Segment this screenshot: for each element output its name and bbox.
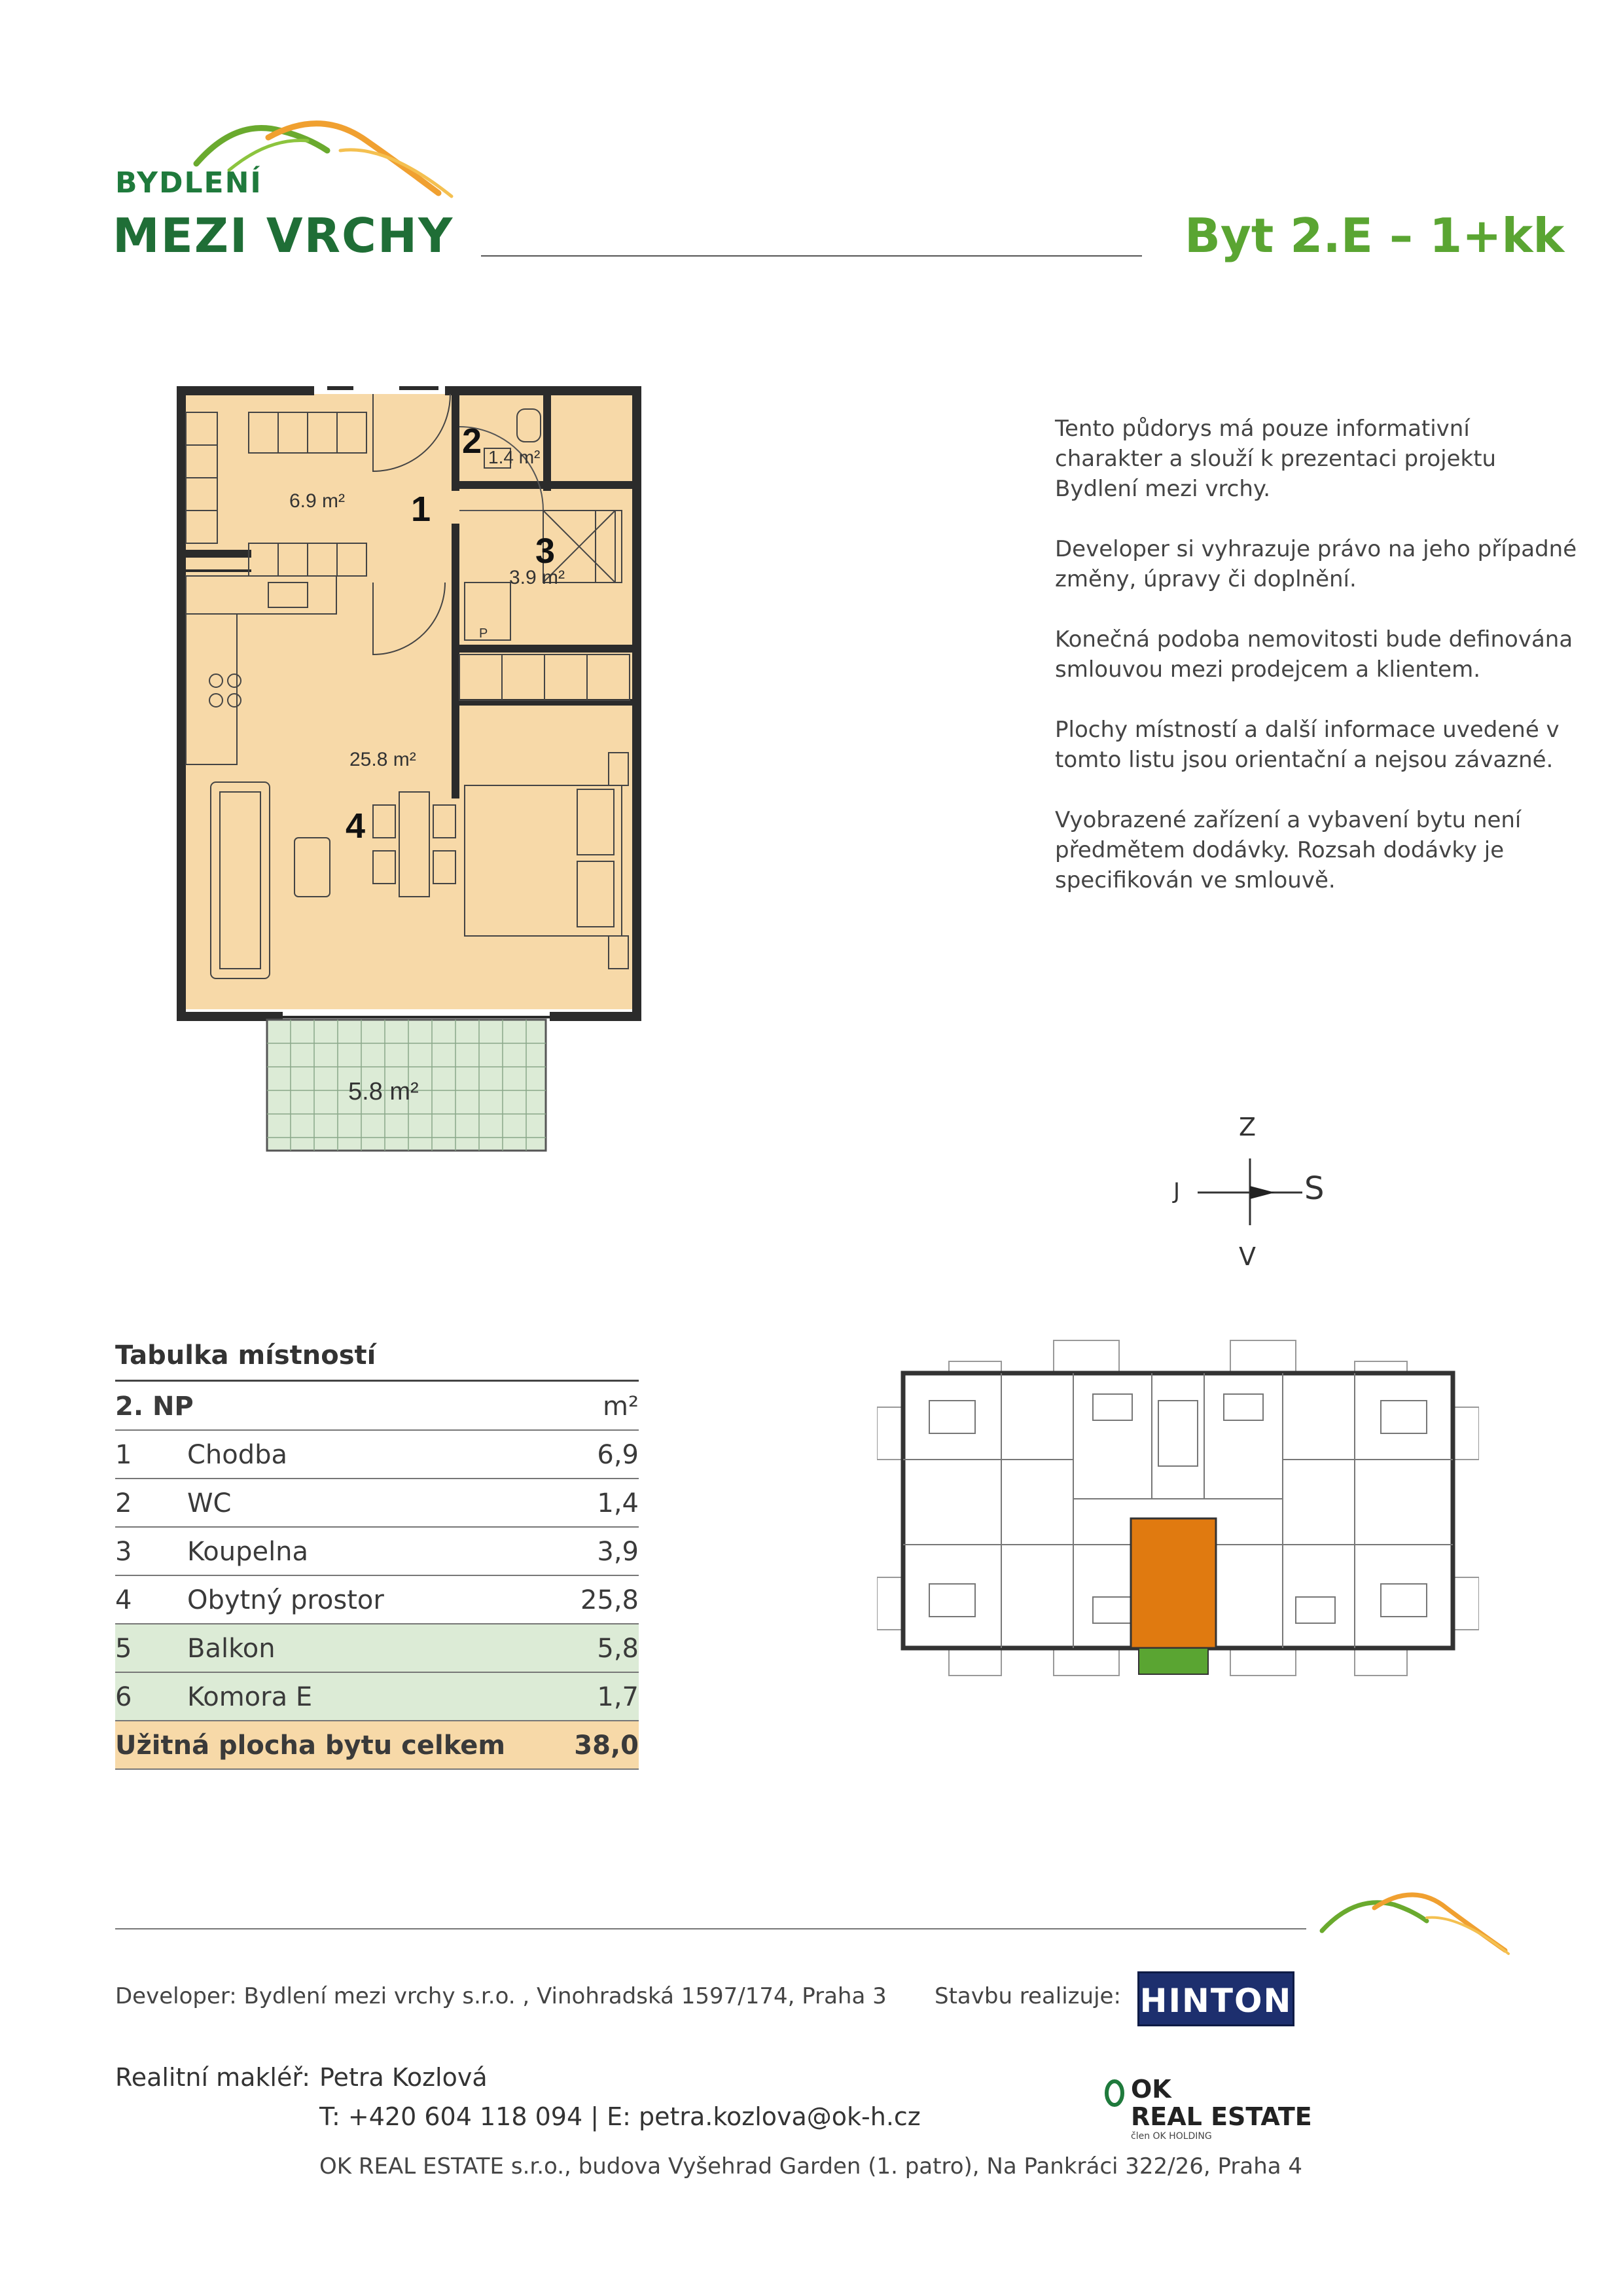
- disclaimer-paragraph: Plochy místností a další informace uvedené v tomto listu jsou orientační a nejsou závazné.: [1055, 717, 1560, 773]
- row-value: 1,4: [597, 1488, 639, 1518]
- table-header-row: [115, 1382, 639, 1431]
- row-number: 1: [115, 1440, 132, 1470]
- highlighted-balcony: [1139, 1648, 1208, 1674]
- room-1-number: 1: [411, 490, 431, 529]
- disclaimer-paragraph: Konečná podoba nemovitosti bude definována smlouvou mezi prodejcem a klientem.: [1055, 626, 1573, 683]
- room-4-number: 4: [346, 806, 366, 846]
- row-number: 2: [115, 1488, 132, 1518]
- balcony-area: 5.8 m²: [348, 1078, 419, 1105]
- header-divider: [481, 255, 1142, 257]
- room-4-area: 25.8 m²: [349, 749, 416, 770]
- row-name: Chodba: [187, 1440, 288, 1470]
- total-label: Užitná plocha bytu celkem: [115, 1731, 506, 1761]
- table-total-row: [115, 1721, 639, 1770]
- compass-south-label: V: [1239, 1242, 1256, 1271]
- agent-label: Realitní makléř:: [115, 2063, 311, 2092]
- table-row: [115, 1576, 639, 1624]
- ok-logo-text: OK: [1131, 2075, 1171, 2104]
- logo-text-bydleni: BYDLENÍ: [115, 166, 262, 200]
- row-name: Komora E: [187, 1682, 313, 1712]
- total-value: 38,0: [574, 1731, 639, 1761]
- floor-label: 2. NP: [115, 1391, 194, 1422]
- room-2-area: 1.4 m²: [488, 447, 541, 467]
- disclaimer-paragraph: Tento půdorys má pouze informativní charakter a slouží k prezentaci projektu Bydlení mezi vrchy.: [1055, 416, 1497, 502]
- ok-logo-subtext: člen OK HOLDING: [1131, 2131, 1212, 2142]
- row-name: Obytný prostor: [187, 1585, 384, 1615]
- agent-name: Petra Kozlová: [319, 2063, 488, 2092]
- disclaimer-paragraph: Developer si vyhrazuje právo na jeho případné změny, úpravy či doplnění.: [1055, 536, 1577, 592]
- agency-address: OK REAL ESTATE s.r.o., budova Vyšehrad Garden (1. patro), Na Pankráci 322/26, Praha 4: [319, 2153, 1303, 2179]
- row-value: 5,8: [597, 1634, 639, 1664]
- disclaimer-paragraph: Vyobrazené zařízení a vybavení bytu není předmětem dodávky. Rozsah dodávky je specifikován ve smlouvě.: [1055, 807, 1522, 893]
- unit-label: m²: [603, 1391, 639, 1422]
- hinton-logo: HINTON: [1137, 1971, 1294, 2026]
- footer-logo-hills: [1315, 1885, 1512, 1957]
- compass-north-label: Z: [1239, 1113, 1257, 1141]
- compass-west-label: J: [1173, 1178, 1181, 1204]
- table-row: [115, 1479, 639, 1528]
- row-number: 4: [115, 1585, 132, 1615]
- contractor-label: Stavbu realizuje:: [935, 1983, 1121, 2009]
- room-3-number: 3: [535, 531, 556, 571]
- ok-logo-text: REAL ESTATE: [1131, 2102, 1312, 2131]
- table-row: [115, 1624, 639, 1673]
- row-name: Balkon: [187, 1634, 276, 1664]
- row-name: Koupelna: [187, 1537, 309, 1567]
- table-row: [115, 1673, 639, 1721]
- row-number: 3: [115, 1537, 132, 1567]
- building-key-plan: [877, 1335, 1479, 1689]
- room-1-area: 6.9 m²: [289, 490, 346, 512]
- highlighted-apartment: [1131, 1518, 1216, 1648]
- agent-contact[interactable]: T: +420 604 118 094 | E: petra.kozlova@ok-h.cz: [319, 2102, 921, 2131]
- row-number: 5: [115, 1634, 132, 1664]
- closet-label: P: [479, 626, 488, 641]
- floor-plan: [177, 386, 648, 1152]
- developer-info: Developer: Bydlení mezi vrchy s.r.o. , Vinohradská 1597/174, Praha 3: [115, 1983, 887, 2009]
- compass-east-label: S: [1304, 1170, 1325, 1207]
- apartment-title: Byt 2.E – 1+kk: [1185, 208, 1565, 263]
- footer-divider: [115, 1928, 1306, 1929]
- table-row: [115, 1528, 639, 1576]
- row-value: 6,9: [597, 1440, 639, 1470]
- row-value: 3,9: [597, 1537, 639, 1567]
- row-value: 1,7: [597, 1682, 639, 1712]
- room-table-title: Tabulka místností: [115, 1340, 376, 1371]
- row-name: WC: [187, 1488, 232, 1518]
- table-divider: [115, 1380, 639, 1382]
- row-number: 6: [115, 1682, 132, 1712]
- disclaimer: [1055, 414, 1578, 925]
- table-row: [115, 1431, 639, 1479]
- row-value: 25,8: [580, 1585, 639, 1615]
- logo-text-mezi-vrchy: MEZI VRCHY: [113, 208, 454, 263]
- ok-logo-icon: [1103, 2079, 1126, 2108]
- room-3-area: 3.9 m²: [509, 567, 565, 588]
- compass-arrow-icon: [1191, 1152, 1309, 1230]
- room-2-number: 2: [462, 422, 482, 461]
